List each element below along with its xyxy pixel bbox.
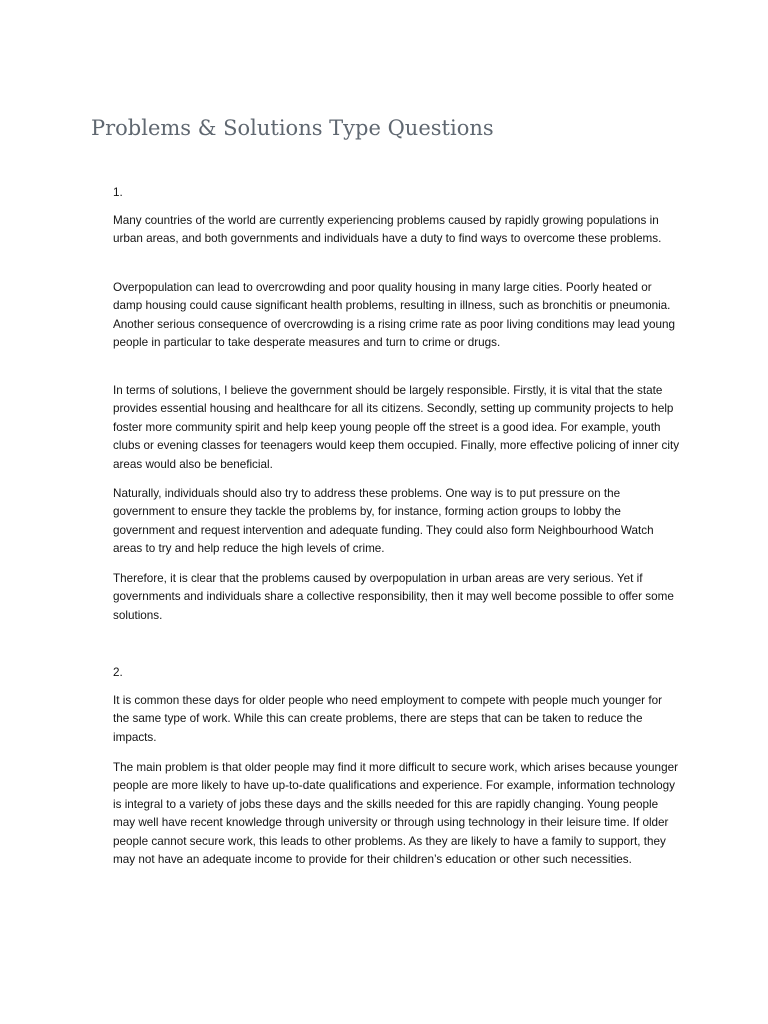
page-title: Problems & Solutions Type Questions: [91, 116, 494, 140]
paragraph: Overpopulation can lead to overcrowding and poor quality housing in many large cities. Poorly heated or damp housing could cause significant health problems, resulting in illness, such as bronchitis or pneumonia. Another serious consequence of overcrowding is a rising crime rate as poor living conditions may lead young people in particular to take desperate measures and turn to crime or drugs.: [113, 281, 675, 350]
paragraph: Many countries of the world are currently experiencing problems caused by rapidly growing populations in urban areas, and both governments and individuals have a duty to find ways to overcome these problems.: [113, 214, 662, 246]
paragraph: Therefore, it is clear that the problems caused by overpopulation in urban areas are very serious. Yet if governments and individuals share a collective responsibility, then it may well become possible to offer some solutions.: [113, 572, 674, 622]
paragraph: It is common these days for older people who need employment to compete with people much younger for the same type of work. While this can create problems, there are steps that can be taken to reduce the impacts.: [113, 694, 662, 744]
paragraph: The main problem is that older people may find it more difficult to secure work, which arises because younger people are more likely to have up-to-date qualifications and experience. For example, information technology is integral to a variety of jobs these days and the skills needed for this are rapidly changing. Young people may well have recent knowledge through university or through using technology in their leisure time. If older people cannot secure work, this leads to other problems. As they are likely to have a family to support, they may not have an adequate income to provide for their children’s education or other such necessities.: [113, 761, 678, 867]
paragraph: In terms of solutions, I believe the government should be largely responsible. Firstly, it is vital that the state provides essential housing and healthcare for all its citizens. Secondly, setting up community projects to help foster more community spirit and help keep young people off the street is a good idea. For example, youth clubs or evening classes for teenagers would keep them occupied. Finally, more effective policing of inner city areas would also be beneficial.: [113, 384, 680, 471]
paragraph: Naturally, individuals should also try to address these problems. One way is to put pressure on the government to ensure they tackle the problems by, for instance, forming action groups to lobby the government and request intervention and adequate funding. They could also form Neighbourhood Watch areas to try and help reduce the high levels of crime.: [113, 487, 654, 556]
question-number: 1.: [113, 186, 123, 199]
question-number: 2.: [113, 666, 123, 679]
